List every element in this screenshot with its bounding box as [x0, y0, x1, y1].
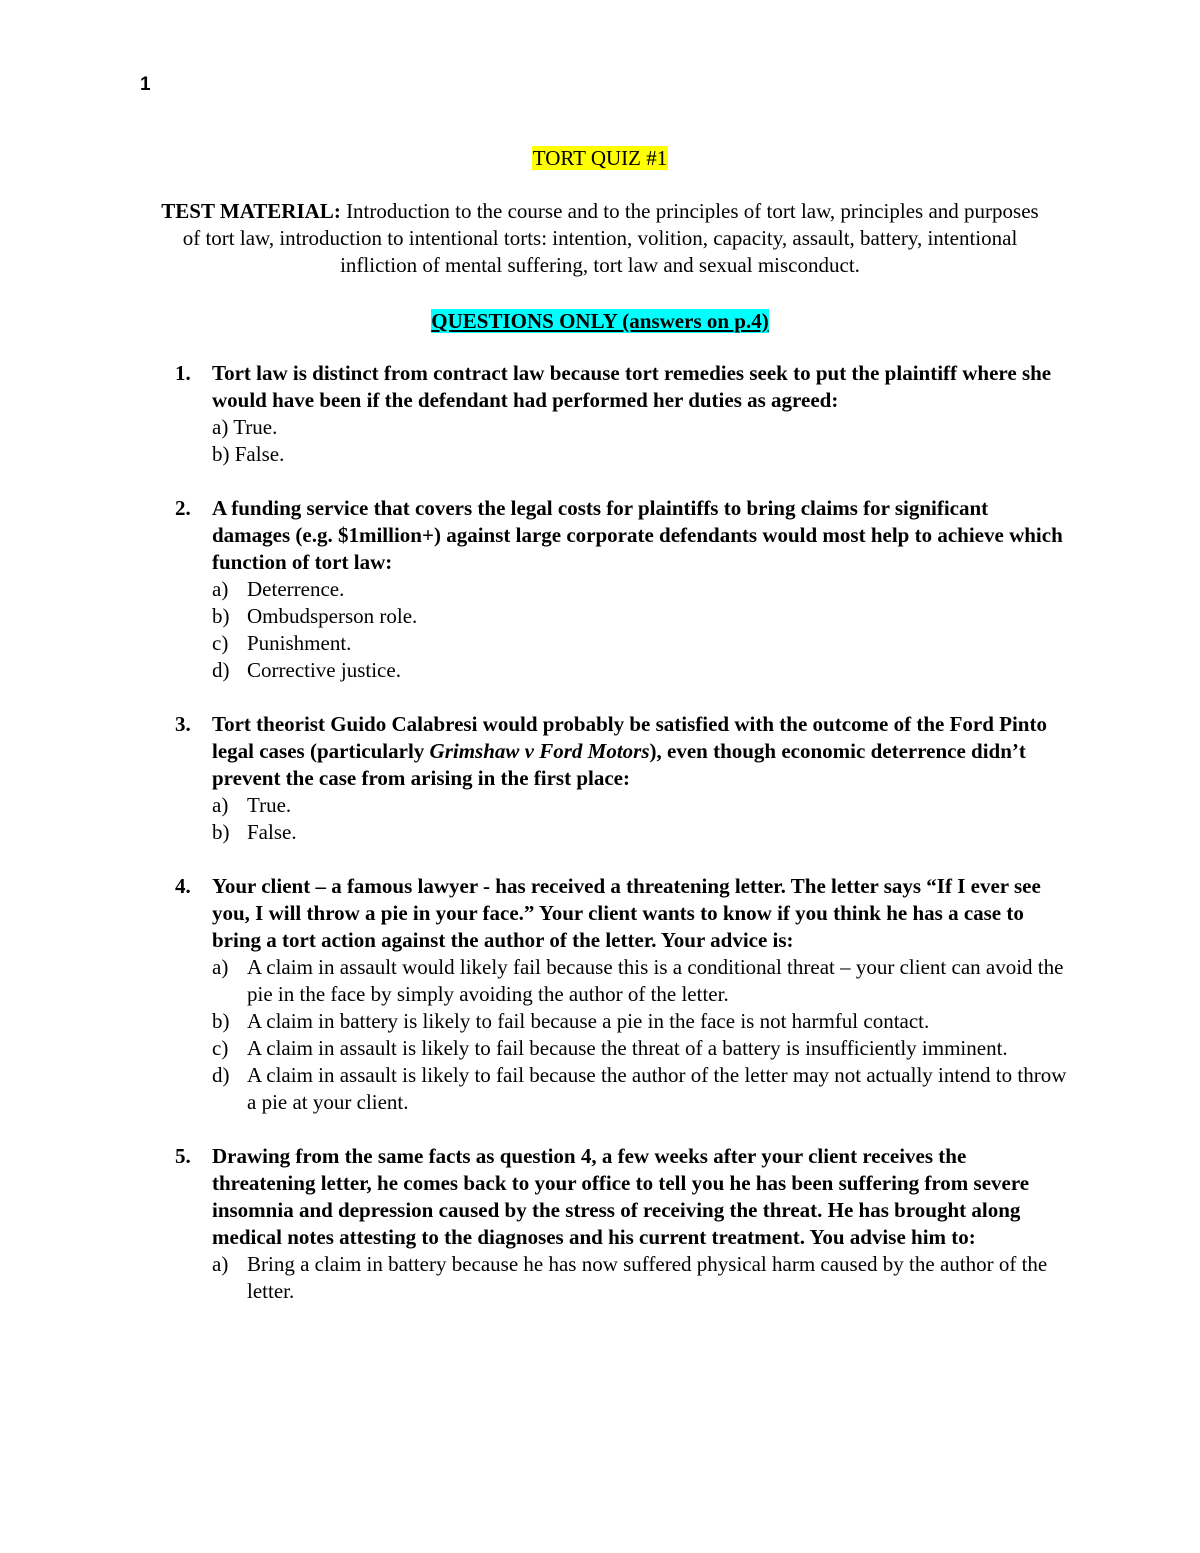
option-text: A claim in assault would likely fail because this is a conditional threat – your client can avoid the pie in the face by simply avoiding the author of the letter. [247, 955, 1064, 1006]
option-a [212, 792, 1070, 819]
question-text: A funding service that covers the legal costs for plaintiffs to bring claims for significant damages (e.g. $1million+) against large corporate defendants would most help to achieve which function of tort law: [212, 496, 1063, 574]
option-c [212, 1035, 1070, 1062]
option-b [212, 441, 1070, 468]
option-text: A claim in assault is likely to fail because the author of the letter may not actually intend to throw a pie at your client. [247, 1063, 1067, 1114]
option-d [212, 657, 1070, 684]
question-2 [170, 495, 1070, 684]
option-b [212, 1008, 1070, 1035]
question-text: Drawing from the same facts as question 4, a few weeks after your client receives the threatening letter, he comes back to your office to tell you he has been suffering from severe insomnia and depression caused by the stress of receiving the threat. He has brought along medical notes attesting to the diagnoses and his current treatment. You advise him to: [212, 1144, 1030, 1249]
option-letter: a) [212, 1252, 229, 1276]
option-text: True. [228, 415, 278, 439]
option-text: False. [229, 442, 285, 466]
option-a [212, 576, 1070, 603]
option-c [212, 630, 1070, 657]
option-text: Ombudsperson role. [247, 604, 418, 628]
page-number: 1 [140, 74, 151, 95]
option-letter: a) [212, 793, 229, 817]
test-material-label: TEST MATERIAL: [161, 199, 341, 223]
question-number: 5. [175, 1144, 191, 1168]
option-text: A claim in assault is likely to fail because the threat of a battery is insufficiently imminent. [247, 1036, 1008, 1060]
question-4 [170, 873, 1070, 1116]
option-b [212, 603, 1070, 630]
option-text: False. [247, 820, 297, 844]
question-5 [170, 1143, 1070, 1305]
case-name: Grimshaw v Ford Motors [429, 739, 650, 763]
question-number: 1. [175, 361, 191, 385]
option-letter: a) [212, 955, 229, 979]
test-material-text: Introduction to the course and to the principles of tort law, principles and purposes of tort law, introduction to intentional torts: intention, volition, capacity, assault, battery, intentional infliction of mental suffering, tort law and sexual misconduct. [182, 199, 1039, 277]
question-text-before: Tort theorist Guido Calabresi would probably be satisfied with the outcome of the Ford Pinto legal cases (particularly [212, 712, 1047, 763]
option-letter: c) [212, 1036, 229, 1060]
question-1 [170, 360, 1070, 468]
option-text: Corrective justice. [247, 658, 401, 682]
option-a [212, 954, 1070, 1008]
option-a [212, 414, 1070, 441]
questions-heading-highlight: QUESTIONS ONLY (answers on p.4) [431, 309, 769, 333]
option-letter: c) [212, 631, 229, 655]
question-number: 2. [175, 496, 191, 520]
option-b [212, 819, 1070, 846]
question-text: Tort law is distinct from contract law because tort remedies seek to put the plaintiff where she would have been if the defendant had performed her duties as agreed: [212, 361, 1052, 412]
option-d [212, 1062, 1070, 1116]
option-list [212, 1251, 1070, 1305]
option-text: True. [247, 793, 292, 817]
question-text [212, 711, 1070, 792]
question-text-after: ), even though economic deterrence didn’t prevent the case from arising in the first place: [212, 739, 1026, 790]
option-text: Bring a claim in battery because he has now suffered physical harm caused by the author of the letter. [247, 1252, 1048, 1303]
title-highlight: TORT QUIZ #1 [532, 146, 668, 170]
option-list [212, 792, 1070, 846]
option-letter: b) [212, 442, 230, 466]
option-list [212, 414, 1070, 468]
option-a [212, 1251, 1070, 1305]
option-text: A claim in battery is likely to fail because a pie in the face is not harmful contact. [247, 1009, 930, 1033]
option-text: Punishment. [247, 631, 352, 655]
option-letter: d) [212, 1063, 230, 1087]
option-list [212, 576, 1070, 684]
option-letter: a) [212, 415, 229, 439]
questions-heading [0, 307, 1200, 335]
option-letter: d) [212, 658, 230, 682]
option-letter: b) [212, 820, 230, 844]
option-letter: b) [212, 1009, 230, 1033]
question-list [170, 360, 1070, 1332]
option-text: Deterrence. [247, 577, 345, 601]
question-number: 3. [175, 712, 191, 736]
question-number: 4. [175, 874, 191, 898]
option-list [212, 954, 1070, 1116]
page-title [0, 144, 1200, 172]
test-material-paragraph [150, 198, 1050, 279]
question-text: Your client – a famous lawyer - has received a threatening letter. The letter says “If I ever see you, I will throw a pie in your face.” Your client wants to know if you think he has a case to bring a tort action against the author of the letter. Your advice is: [212, 874, 1041, 952]
option-letter: b) [212, 604, 230, 628]
option-letter: a) [212, 577, 229, 601]
question-3 [170, 711, 1070, 846]
